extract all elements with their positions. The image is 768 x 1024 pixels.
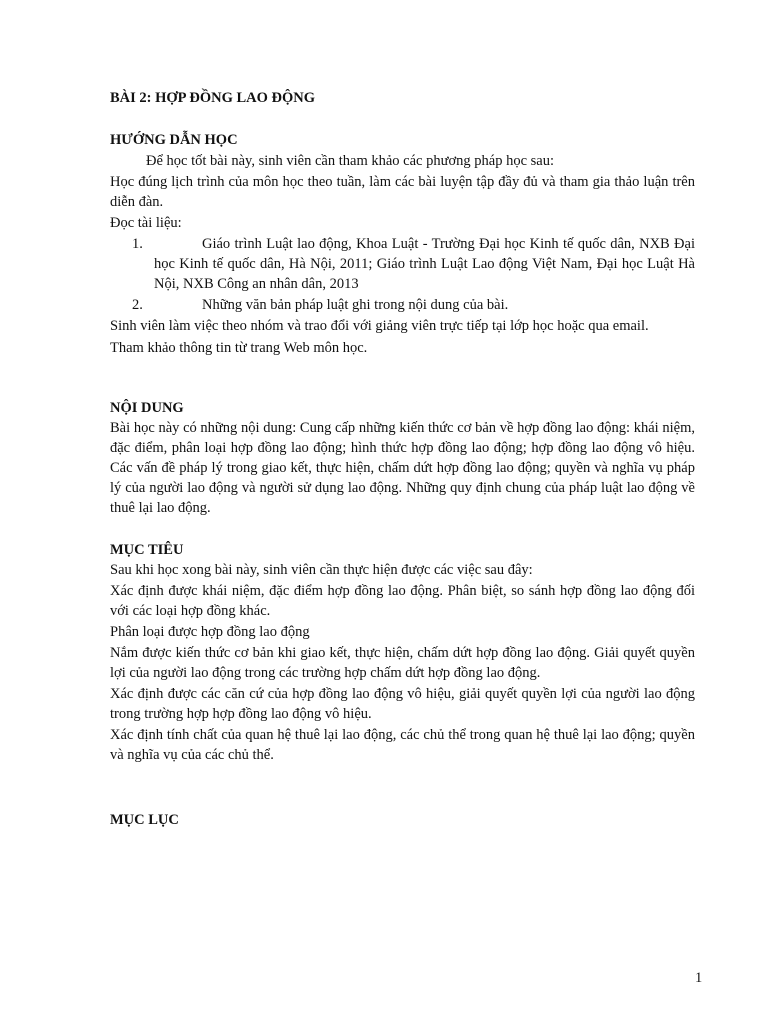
study-guide-paragraph: Học đúng lịch trình của môn học theo tuần, làm các bài luyện tập đầy đủ và tham gia thảo luận trên diễn đàn.	[110, 174, 695, 210]
objectives-intro: Sau khi học xong bài này, sinh viên cần thực hiện được các việc sau đây:	[110, 562, 533, 578]
list-text: Những văn bản pháp luật ghi trong nội dung của bài.	[202, 297, 509, 313]
list-item	[110, 295, 695, 315]
lesson-title: BÀI 2: HỢP ĐỒNG LAO ĐỘNG	[110, 90, 316, 106]
group-work-paragraph: Sinh viên làm việc theo nhóm và trao đổi với giảng viên trực tiếp tại lớp học hoặc qua email.	[110, 318, 649, 334]
study-guide-section	[110, 151, 695, 358]
toc-heading: MỤC LỤC	[110, 812, 179, 828]
study-guide-intro: Để học tốt bài này, sinh viên cần tham khảo các phương pháp học sau:	[146, 153, 554, 169]
objective-item: Xác định được các căn cứ của hợp đồng lao động vô hiệu, giải quyết quyền lợi của người lao động trong trường hợp hợp đồng lao động vô hiệu.	[110, 686, 695, 722]
list-number: 2.	[132, 297, 143, 313]
objective-item: Xác định tính chất của quan hệ thuê lại lao động, các chủ thể trong quan hệ thuê lại lao động; quyền và nghĩa vụ của các chủ thể.	[110, 727, 695, 763]
objectives-section	[110, 560, 695, 765]
objective-item: Nắm được kiến thức cơ bản khi giao kết, thực hiện, chấm dứt hợp đồng lao động. Giải quyết quyền lợi của người lao động trong các trường hợp chấm dứt hợp đồng lao động.	[110, 645, 695, 681]
list-number: 1.	[132, 236, 143, 252]
objectives-heading: MỤC TIÊU	[110, 542, 184, 558]
list-item	[110, 234, 695, 294]
reading-label: Đọc tài liệu:	[110, 215, 182, 231]
objective-item: Phân loại được hợp đồng lao động	[110, 624, 310, 640]
document-page	[110, 0, 695, 1024]
content-heading: NỘI DUNG	[110, 400, 184, 416]
objective-item: Xác định được khái niệm, đặc điểm hợp đồng lao động. Phân biệt, so sánh hợp đồng lao động đối với các loại hợp đồng khác.	[110, 583, 695, 619]
website-paragraph: Tham khảo thông tin từ trang Web môn học.	[110, 340, 368, 356]
content-paragraph: Bài học này có những nội dung: Cung cấp những kiến thức cơ bản về hợp đồng lao động: khái niệm, đặc điểm, phân loại hợp đồng lao động; hình thức hợp đồng lao động; hợp đồng lao động vô hiệu. Các vấn đề pháp lý trong giao kết, thực hiện, chấm dứt hợp đồng lao động; quyền và nghĩa vụ pháp lý của người lao động và người sử dụng lao động. Những quy định chung của pháp luật lao động về thuê lại lao động.	[110, 420, 695, 516]
page-number: 1	[695, 970, 703, 986]
study-guide-heading: HƯỚNG DẪN HỌC	[110, 132, 238, 148]
content-section	[110, 418, 695, 518]
list-text: Giáo trình Luật lao động, Khoa Luật - Trường Đại học Kinh tế quốc dân, NXB Đại học Kinh tế quốc dân, Hà Nội, 2011; Giáo trình Luật Lao động Việt Nam, Đại học Luật Hà Nội, NXB Công an nhân dân, 2013	[154, 236, 695, 292]
